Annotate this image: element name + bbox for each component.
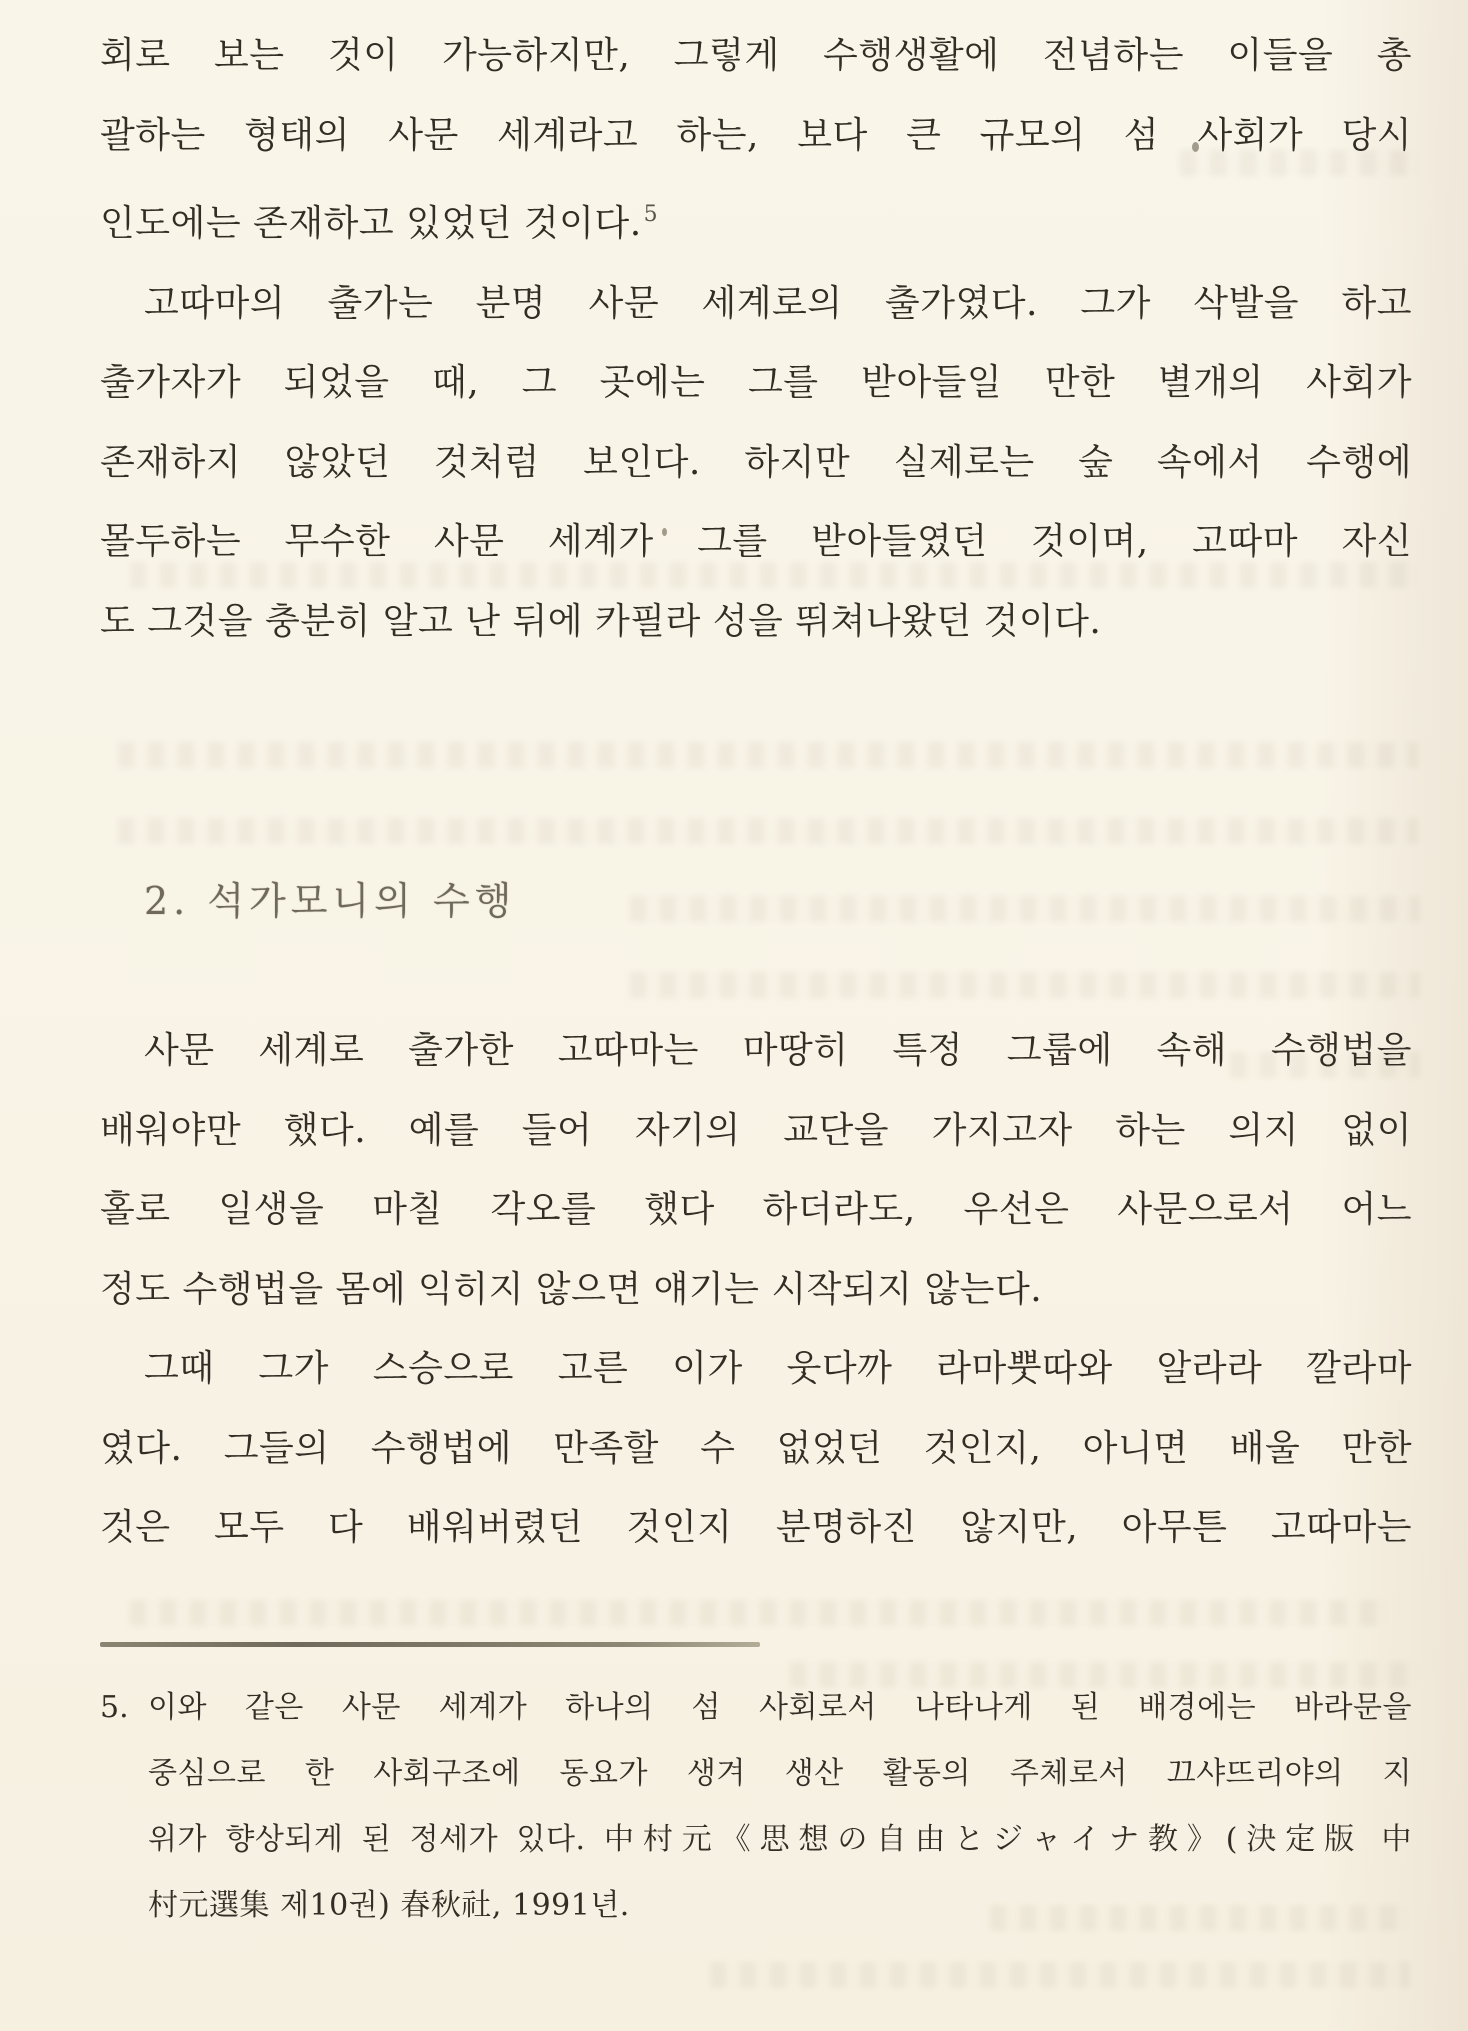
body-text-line: 홀로 일생을 마칠 각오를 했다 하더라도, 우선은 사문으로서 어느 (100, 1189, 1412, 1230)
paragraph (100, 1329, 1412, 1568)
body-text-line (100, 175, 1412, 264)
body-text-line: 존재하지 않았던 것처럼 보인다. 하지만 실제로는 숲 속에서 수행에 (100, 441, 1412, 483)
body-text: 인도에는 존재하고 있었던 것이다. (100, 203, 642, 244)
footnote-line: 중심으로 한 사회구조에 동요가 생겨 생산 활동의 주체로서 끄샤뜨리야의 지 (148, 1755, 1412, 1791)
bleed-through-artifact (710, 1962, 1410, 1988)
body-text-line: 였다. 그들의 수행법에 만족할 수 없었던 것인지, 아니면 배울 만한 (100, 1427, 1412, 1469)
paragraph (100, 1011, 1412, 1329)
footnote (100, 1675, 1412, 1939)
body-text-line: 몰두하는 무수한 사문 세계가 그를 받아들였던 것이며, 고따마 자신 (100, 521, 1412, 562)
body-text-line: 도 그것을 충분히 알고 난 뒤에 카필라 성을 뛰쳐나왔던 것이다. (100, 600, 1102, 642)
body-text-line: 고따마의 출가는 분명 사문 세계로의 출가였다. 그가 삭발을 하고 (144, 282, 1412, 324)
body-text-line: 그때 그가 스승으로 고른 이가 웃다까 라마뿟따와 알라라 깔라마 (144, 1348, 1412, 1389)
body-text-line: 회로 보는 것이 가능하지만, 그렇게 수행생활에 전념하는 이들을 총 (100, 35, 1412, 76)
footnote-divider-rule (100, 1642, 760, 1647)
body-text-line: 괄하는 형태의 사문 세계라고 하는, 보다 큰 규모의 섬 사회가 당시 (100, 114, 1412, 156)
paragraph (100, 16, 1412, 264)
footnote-reference: 5 (643, 202, 658, 227)
footnote-number: 5. (100, 1689, 129, 1725)
section-heading: 2. 석가모니의 수행 (144, 879, 517, 923)
body-text-line: 것은 모두 다 배워버렸던 것인지 분명하진 않지만, 아무튼 고따마는 (100, 1507, 1412, 1548)
footnote-line: 위가 향상되게 된 정세가 있다. 中村元《思想の自由とジャイナ教》(決定版 中 (148, 1821, 1412, 1857)
body-text-line: 사문 세계로 출가한 고따마는 마땅히 특정 그룹에 속해 수행법을 (144, 1030, 1412, 1071)
body-text-line: 정도 수행법을 몸에 익히지 않으면 얘기는 시작되지 않는다. (100, 1268, 1043, 1310)
body-text-line: 배워야만 했다. 예를 들어 자기의 교단을 가지고자 하는 의지 없이 (100, 1109, 1412, 1151)
body-text-line: 출가자가 되었을 때, 그 곳에는 그를 받아들일 만한 별개의 사회가 (100, 362, 1412, 403)
footnote-line: 이와 같은 사문 세계가 하나의 섬 사회로서 나타나게 된 배경에는 바라문을 (148, 1689, 1412, 1725)
paragraph (100, 264, 1412, 662)
footnote-line: 村元選集 제10권) 春秋社, 1991년. (148, 1887, 630, 1923)
